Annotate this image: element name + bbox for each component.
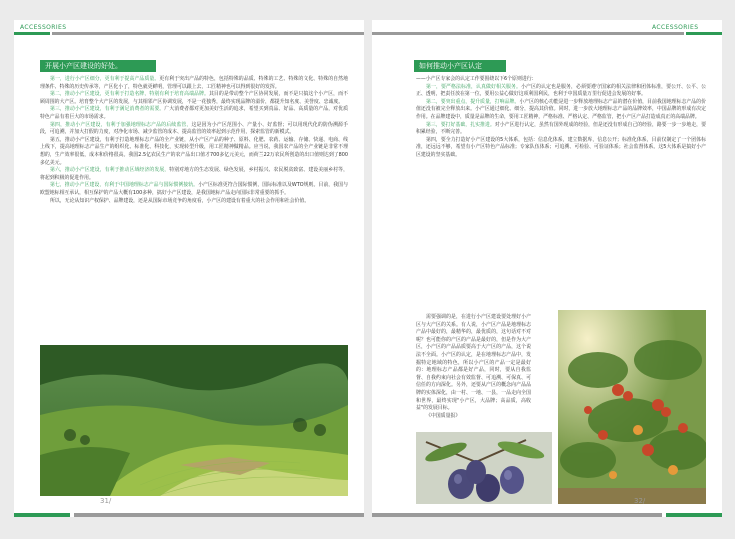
header-tag: ACCESSORIES xyxy=(20,24,67,31)
paragraph: 第三，推动小产区建设，有利于满足消费者的需要。广大消费者都对更加美好生活的追求，希望买到真品、好品、高质量的产品，对优质特色产品有着巨大的市场需求。 xyxy=(40,106,348,120)
paragraph: 第四，要全力打造好小产区建设的5大体系，包括：信息化体系，建立数据库，信息公开；标准化体系，目前仅制定了一个团体标准，还远远不够，希望有小产区特色产品标准；专家队伍体系；可追溯、可检验、可验证体系；社会监督体系。这5大体系是搞好小产区建设的坚实基础。 xyxy=(416,136,706,158)
paragraph: 第七，推动小产区建设，有利于中国地理标志产品与国际惯例接轨。小产区标准更符合国际惯例，国际标准以及WTO规则。目前，我国与欧盟地标相互承认，相互保护的产品大概有100多种，搞好小产区建设，是我国地标产品走向国际非常重要的抓手。 xyxy=(40,182,348,196)
footer-band-accent xyxy=(666,513,722,517)
section-title: 开展小产区建设的好处。 xyxy=(40,60,156,72)
landscape-photo xyxy=(40,345,348,496)
right-page xyxy=(372,20,722,517)
left-page xyxy=(14,20,364,517)
header-tag: ACCESSORIES xyxy=(652,24,699,31)
paragraph: 第五，推动小产区建设，有利于打造地理标志产品的全产业链，从小产区产品的种子、原料、化肥、农药、运输、存储、快递、电商、线上线下，提高地理标志产品生产的组织化、标准化、科技化，实现转型升级，用工匠精神做精品。应当说，我国农产品的全产业链是非常不理想的，生产效率很低，成本和价格很高。我国2.5亿农民生产的农产品出口值才700多亿元美元，而荷兰22万农民所创造的出口值则达到了800多亿美元。 xyxy=(40,136,348,166)
plum-photo xyxy=(416,432,552,504)
footer-band xyxy=(74,513,364,517)
paragraph: 第二，要突出重点，提升质量，打响品牌。小产区的核心功能是进一步释放地理标志产品的潜在价值，目前我国地理标志产品的价值还没有被完全释放出来。小产区通过细化、细分，提高其价值。同时，进一步放大地理标志产品的品牌效率，中国品牌的形成有决定作用。在品牌建设中，质量是品牌的生命，要用工匠精神，严格标准、严格认定、严格监管，把小产区产品打造成真正的高端品牌。 xyxy=(416,98,706,120)
source-credit: 《中国质量报》 xyxy=(426,412,461,419)
page-number: 31/ xyxy=(100,497,112,505)
header-band-accent xyxy=(14,32,50,35)
left-body-text xyxy=(40,76,348,205)
header-band xyxy=(372,32,684,35)
right-body-text xyxy=(416,76,706,160)
paragraph: 所以，无论从知识产权保护、品牌建设，还是从国际市场竞争的角度看，小产区的建设有着重大的社会作用和社会价值。 xyxy=(50,197,310,204)
tomato-photo xyxy=(558,310,706,504)
header-band-accent xyxy=(686,32,722,35)
paragraph: 第一，进行小产区细分，更有利于提高产品质量。更有利于突出产品的特色，包括特殊的品质、特殊的工艺、特殊的文化、特殊的自然地理条件、特殊的历史传承等，产区化小了，特色就更鲜明，管理可以跟上去，工匠精神也可以得到很好的发挥。 xyxy=(40,76,348,90)
paragraph: 需要强调的是，在进行小产区建设要处理好小产区与大产区的关系。有人说，小产区产品是地理标志产品中最好的，最精华的，最优质的，这句话对不对呢？也可能你的产区的产品是最好的，但是作为大产区，小产区的产品品质要高于大产区的产品，这个说法不全面。小产区的认定，是在地理标志产品中，发掘特定地域的特色，所以小产区的产品一定是最好的：地理标志产品都是好产品，同时，要从自我监督、自我约束向社会有效监督、可追溯、可保真、可信任的方向深化。另外，还要从产区的概念向产品品牌的实体深化，由一村、一地、一县，一品走向全国和世界，最终实现"小产区，大品牌；高品质，高收益"的发展目标。 xyxy=(416,314,531,412)
paragraph: 第三，要打好基础，扎实推进。对小产区进行认定，虽然有国外现成的经验，但是还没有形成自己的经验，路要一步一步地走，要积累经验，不断完善。 xyxy=(416,121,706,136)
tomato-plants-image xyxy=(558,310,706,504)
paragraph: 第一，要严格法标准，认真做好相关服务。小产区的认定也是服务，必须要遵守国家的相关法律和团体标准，要公开、公平、公正、透明，把责任放在第一位，要用公益心做好这项利国利民，也利于中国质量万里行促进会发展的好事。 xyxy=(416,83,706,98)
right-body-text-column xyxy=(416,314,531,420)
page-number: 32/ xyxy=(634,497,646,505)
paragraph: 第四，推动小产区建设，有利于加强地理标志产品的后续监管，这是因为小产区范围小、产量小、好监督；可以用现代化的防伪溯源手段，可追溯，并加大打假的力度，对净化市场、减少监管的成本、提高监管的效率起到示范作用，探索监管的新模式。 xyxy=(40,121,348,136)
footer-band xyxy=(372,513,662,517)
paragraph: 第六，推动小产区建设，有利于推动区域经济的发展，特别对地方的生态发展、绿色发展，乡村振兴、农民脱贫致富、建设美丽乡村等，将起到积极的促进作用。 xyxy=(40,167,348,181)
header-band xyxy=(52,32,364,35)
terraced-hills-image xyxy=(40,345,348,496)
footer-band-accent xyxy=(14,513,70,517)
intro: ——小产区专家会的认定工作要围绕以下6个原则进行： xyxy=(416,76,537,82)
plum-fruit-image xyxy=(416,432,552,504)
section-title: 如何推动小产区认定 xyxy=(414,60,506,72)
paragraph: 第二，推动小产区建设，更有利于打造名牌，特别有利于培育高端品牌。其目的是带动整个产区协同发展，而不是只搞这个小产区，而不顾周围的大产区。培育整个大产区的发展，与其相邻产区协调发展，不是一花独秀，最终实现品牌的溢价，都提升知名度、美誉度、忠诚度。 xyxy=(40,91,348,105)
